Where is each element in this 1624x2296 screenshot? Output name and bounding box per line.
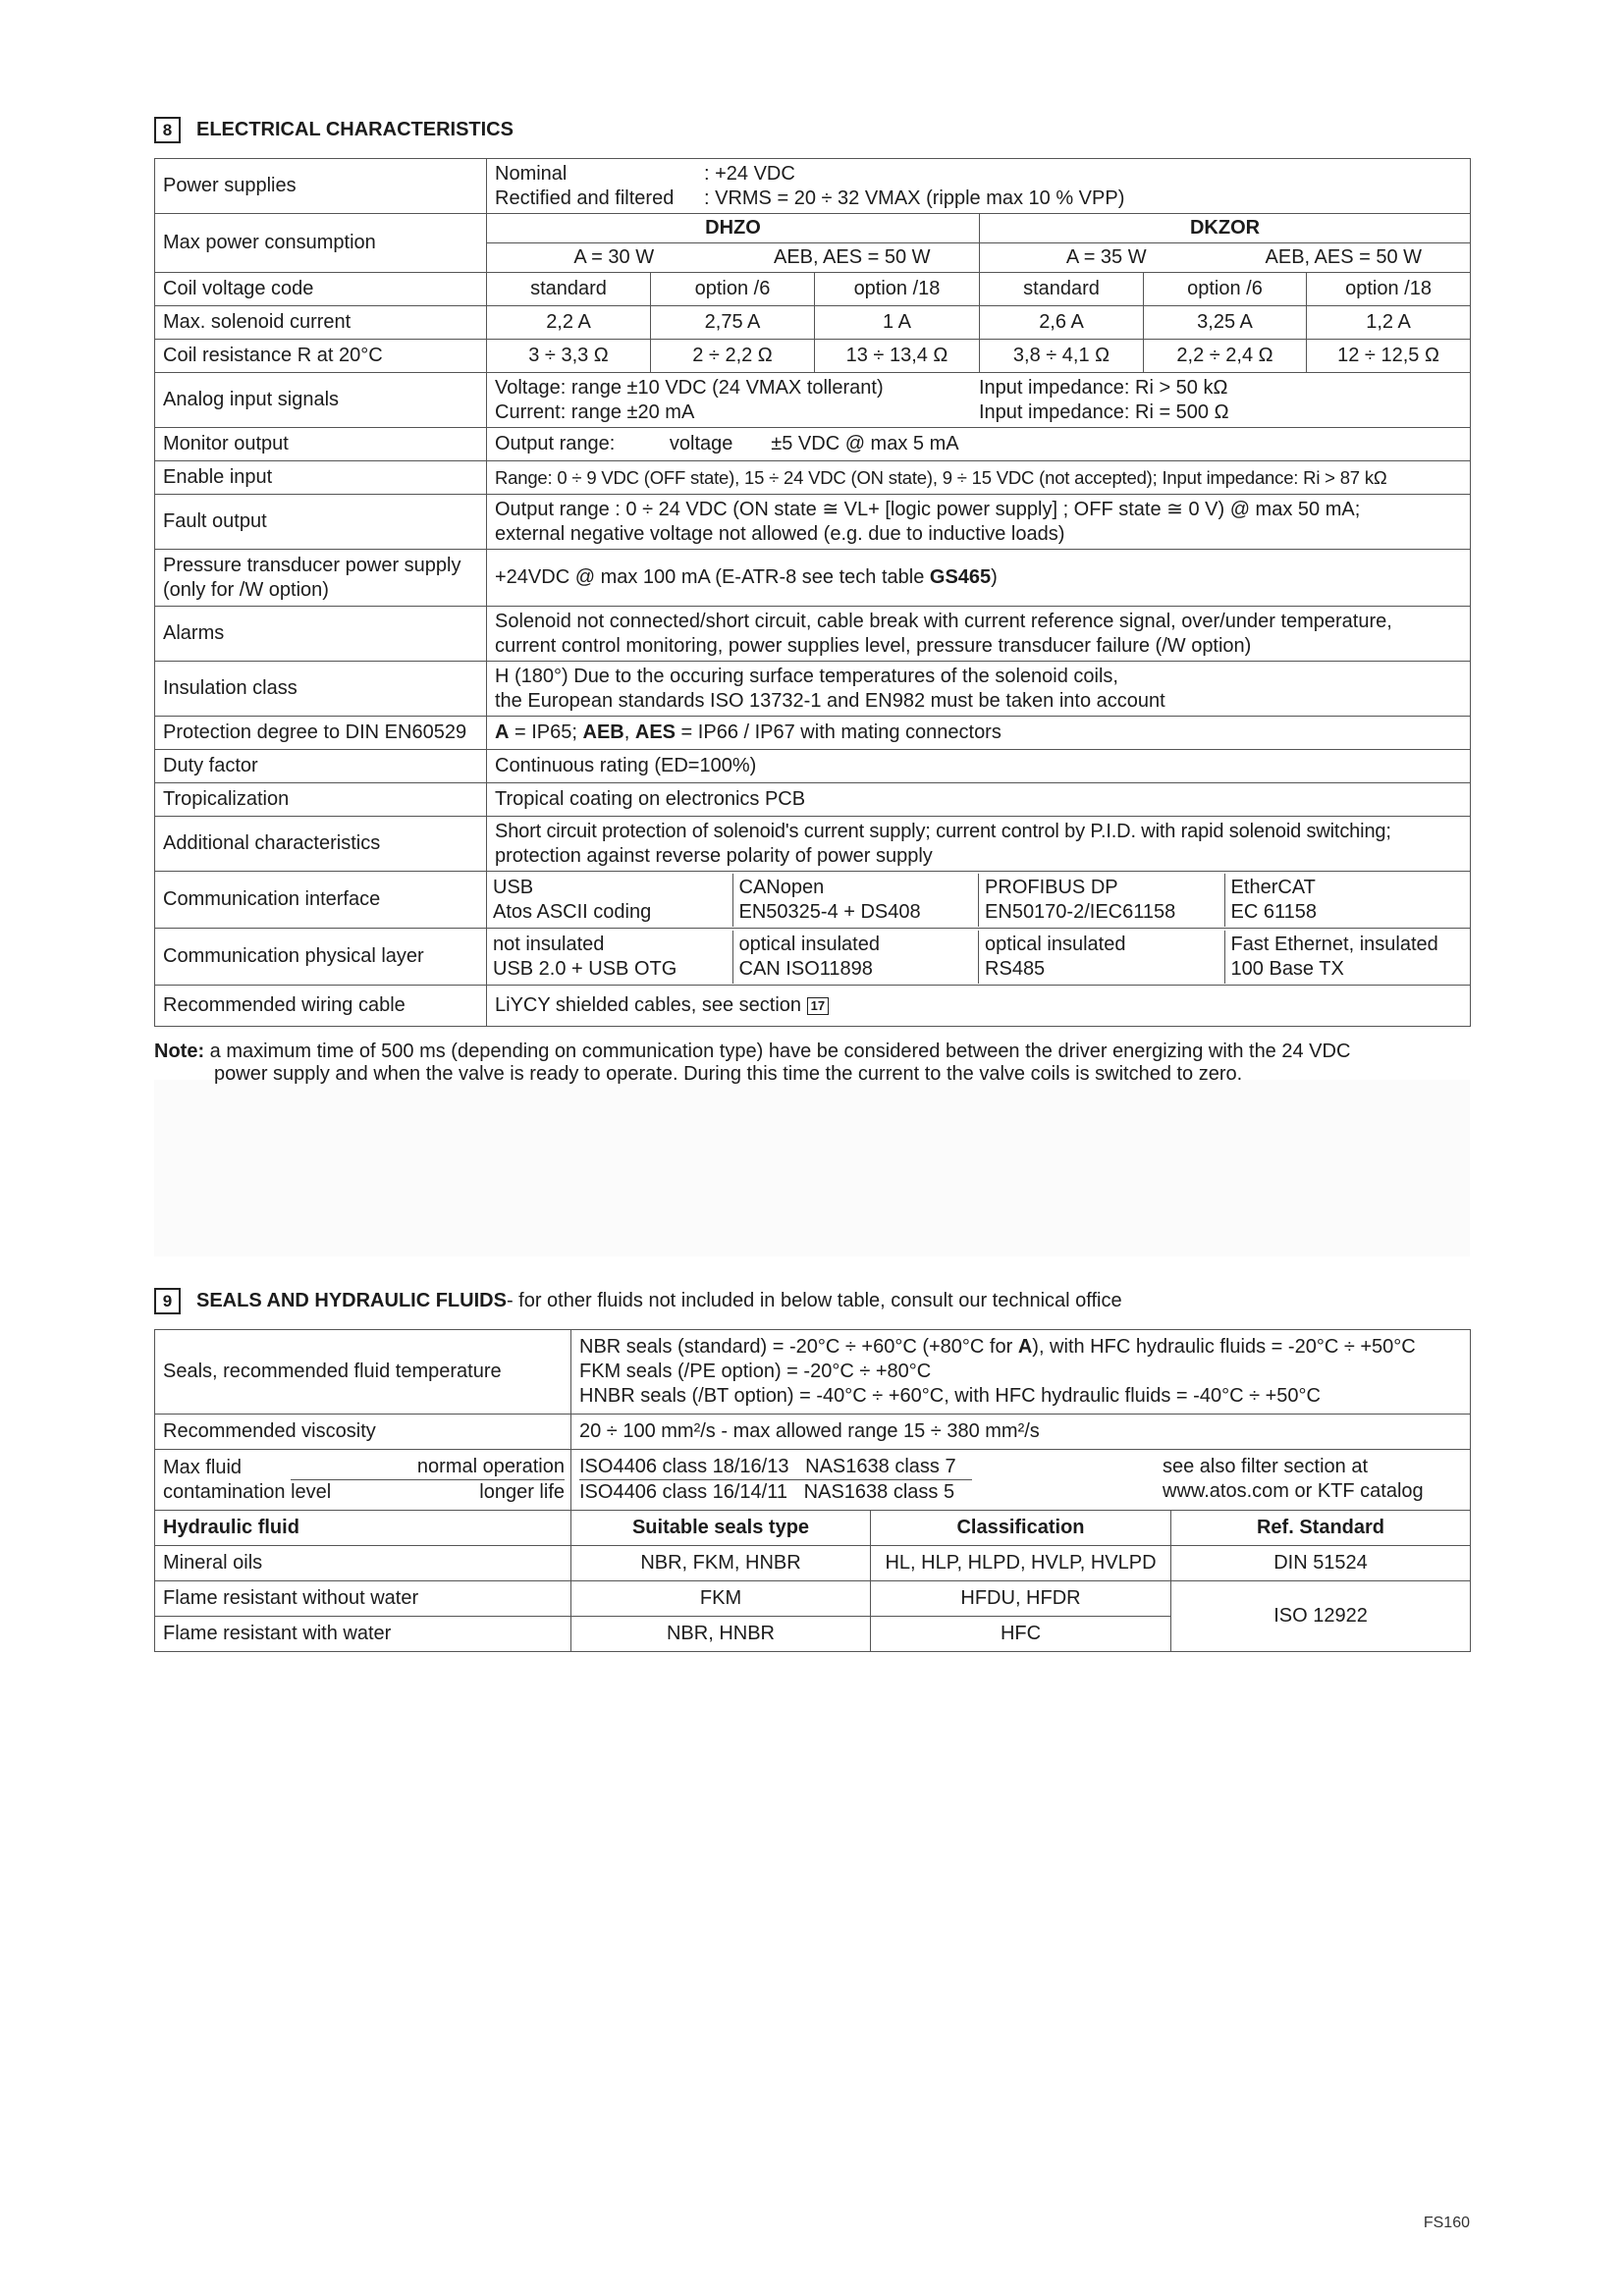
comm-physical-cells (487, 929, 1471, 986)
classification: HFDU, HFDR (871, 1581, 1171, 1617)
section-8-heading (154, 117, 514, 143)
ref-standard: DIN 51524 (1171, 1546, 1471, 1581)
cell-line: 100 Base TX (1230, 957, 1344, 980)
alarms-line-1: Solenoid not connected/short circuit, cable break with current reference signal, over/under temperature, (495, 610, 1392, 632)
cell-line: RS485 (985, 957, 1046, 980)
insulation-value (487, 662, 1471, 717)
row-label: Communication interface (155, 872, 487, 929)
alarms-line-2: current control monitoring, power supplies level, pressure transducer failure (/W option) (495, 634, 1252, 657)
row-label: Duty factor (155, 750, 487, 783)
filter-note-2: www.atos.com or KTF catalog (1163, 1480, 1424, 1502)
rectified-value: : VRMS = 20 ÷ 32 VMAX (ripple max 10 % VPP) (704, 187, 1125, 209)
table-row (155, 373, 1471, 428)
analog-voltage-impedance: Input impedance: Ri > 50 kΩ (979, 376, 1228, 399)
table-row (155, 461, 1471, 495)
seals-line-3: HNBR seals (/BT option) = -40°C ÷ +60°C, with HFC hydraulic fluids = -40°C ÷ +50°C (579, 1385, 1321, 1407)
seal-type: FKM (571, 1581, 871, 1617)
table-cell: standard (487, 273, 651, 306)
table-cell: option /18 (815, 273, 980, 306)
ref-standard: ISO 12922 (1171, 1581, 1471, 1652)
pressure-label-1: Pressure transducer power supply (163, 554, 461, 576)
background-band (154, 1080, 1470, 1256)
row-label: Additional characteristics (155, 817, 487, 872)
seals-value (571, 1330, 1471, 1415)
section-title: SEALS AND HYDRAULIC FLUIDS (196, 1290, 507, 1311)
table-cell: standard (980, 273, 1144, 306)
table-cell: option /6 (651, 273, 815, 306)
section-9-heading (154, 1288, 1122, 1314)
section-number: 8 (154, 117, 181, 143)
table-cell: 2,75 A (651, 306, 815, 340)
dhzo-aeb-power: AEB, AES = 50 W (773, 246, 931, 268)
tropical-value: Tropical coating on electronics PCB (487, 783, 1471, 817)
row-label: Coil resistance R at 20°C (155, 340, 487, 373)
cell-line: EC 61158 (1230, 900, 1318, 923)
note-line-2: power supply and when the valve is ready to operate. During this time the current to the valve coils is switched to zero. (214, 1063, 1243, 1085)
table-row (155, 717, 1471, 750)
analog-current: Current: range ±20 mA (495, 400, 695, 423)
table-cell: 3 ÷ 3,3 Ω (487, 340, 651, 373)
section-subtitle: - for other fluids not included in below table, consult our technical office (506, 1290, 1122, 1311)
table-cell: 12 ÷ 12,5 Ω (1307, 340, 1471, 373)
dhzo-power (487, 243, 980, 273)
dkzor-header: DKZOR (980, 214, 1471, 243)
additional-line-1: Short circuit protection of solenoid's current supply; current control by P.I.D. with rapid solenoid switching; (495, 820, 1391, 842)
table-cell: option /6 (1144, 273, 1307, 306)
table-row (155, 750, 1471, 783)
filter-note-1: see also filter section at (1163, 1456, 1368, 1477)
additional-line-2: protection against reverse polarity of power supply (495, 844, 933, 867)
electrical-characteristics-table (154, 158, 1471, 1027)
table-row (155, 214, 1471, 243)
additional-value (487, 817, 1471, 872)
table-row (155, 428, 1471, 461)
wiring-text: LiYCY shielded cables, see section (495, 994, 807, 1016)
table-row (155, 1415, 1471, 1450)
dhzo-header: DHZO (487, 214, 980, 243)
row-label: Fault output (155, 495, 487, 550)
comm-physical-can (732, 931, 979, 984)
table-row (155, 273, 1471, 306)
table-row (155, 662, 1471, 717)
cell-line: not insulated (493, 933, 605, 955)
fluid-name: Flame resistant with water (155, 1617, 571, 1652)
fault-value (487, 495, 1471, 550)
table-row (155, 1450, 1471, 1511)
pressure-close: ) (991, 566, 998, 588)
column-header: Hydraulic fluid (155, 1511, 571, 1546)
dhzo-a-power: A = 30 W (573, 246, 655, 268)
cell-line: optical insulated (985, 933, 1126, 955)
table-cell: 2,2 ÷ 2,4 Ω (1144, 340, 1307, 373)
row-label: Coil voltage code (155, 273, 487, 306)
table-row (155, 306, 1471, 340)
row-label: Power supplies (155, 159, 487, 214)
cell-line: USB 2.0 + USB OTG (493, 957, 677, 980)
tech-table-ref: GS465 (929, 566, 992, 588)
fault-line-1: Output range : 0 ÷ 24 VDC (ON state ≅ VL+ [logic power supply] ; OFF state ≅ 0 V) @ max 50 mA; (495, 498, 1361, 520)
cell-line: Fast Ethernet, insulated (1230, 933, 1438, 955)
cell-line: EN50170-2/IEC61158 (985, 900, 1176, 923)
cell-line: EN50325-4 + DS408 (738, 900, 921, 923)
cell-line: CANopen (738, 876, 825, 898)
rectified-label: Rectified and filtered (495, 187, 675, 209)
pressure-label-2: (only for /W option) (163, 578, 329, 601)
nominal-label: Nominal (495, 162, 568, 185)
fluid-name: Mineral oils (155, 1546, 571, 1581)
analog-value (487, 373, 1471, 428)
comm-physical-ethernet (1224, 931, 1471, 984)
option-aeb: AEB (582, 721, 624, 743)
contamination-label-2: contamination level (163, 1480, 332, 1503)
row-label: Alarms (155, 607, 487, 662)
table-cell: 2,6 A (980, 306, 1144, 340)
normal-operation-value: ISO4406 class 18/16/13 NAS1638 class 7 (579, 1455, 972, 1480)
table-row (155, 607, 1471, 662)
comm-interface-cells (487, 872, 1471, 929)
row-label: Seals, recommended fluid temperature (155, 1330, 571, 1415)
table-row (155, 1546, 1471, 1581)
viscosity-value: 20 ÷ 100 mm²/s - max allowed range 15 ÷ 380 mm²/s (571, 1415, 1471, 1450)
normal-operation-label: normal operation (291, 1455, 566, 1480)
table-cell: option /18 (1307, 273, 1471, 306)
cell-line: Atos ASCII coding (493, 900, 652, 923)
fluid-name: Flame resistant without water (155, 1581, 571, 1617)
row-label: Max power consumption (155, 214, 487, 273)
separator: , (623, 721, 635, 743)
table-row (155, 340, 1471, 373)
dkzor-aeb-power: AEB, AES = 50 W (1265, 246, 1423, 268)
section-title: ELECTRICAL CHARACTERISTICS (196, 119, 514, 140)
dkzor-power (980, 243, 1471, 273)
table-row (155, 495, 1471, 550)
row-label: Monitor output (155, 428, 487, 461)
seal-type: NBR, HNBR (571, 1617, 871, 1652)
protection-rest: = IP66 / IP67 with mating connectors (676, 721, 1001, 743)
row-label: Protection degree to DIN EN60529 (155, 717, 487, 750)
dkzor-a-power: A = 35 W (1065, 246, 1147, 268)
column-header: Classification (871, 1511, 1171, 1546)
classification: HFC (871, 1617, 1171, 1652)
nominal-value: : +24 VDC (704, 162, 795, 185)
note-label: Note: (154, 1041, 205, 1062)
protection-value (487, 717, 1471, 750)
longer-life-value: ISO4406 class 16/14/11 NAS1638 class 5 (579, 1481, 955, 1503)
cell-line: optical insulated (738, 933, 880, 955)
comm-interface-canopen (732, 874, 979, 927)
contamination-values (571, 1450, 1471, 1511)
row-label: Communication physical layer (155, 929, 487, 986)
page-code: FS160 (1423, 2215, 1470, 2231)
fault-line-2: external negative voltage not allowed (e.g. due to inductive loads) (495, 522, 1065, 545)
cell-line: CAN ISO11898 (738, 957, 873, 980)
seals-line-1: NBR seals (standard) = -20°C ÷ +60°C (+80°C for A), with HFC hydraulic fluids = -20°C ÷ +50°C (579, 1336, 1416, 1358)
table-row (155, 872, 1471, 929)
option-a: A (495, 721, 510, 743)
row-label (155, 1450, 332, 1511)
monitor-value: Output range: voltage ±5 VDC @ max 5 mA (487, 428, 1471, 461)
comm-interface-usb (487, 874, 732, 927)
option-a: A (1017, 1336, 1033, 1358)
comm-physical-rs485 (978, 931, 1224, 984)
table-row (155, 817, 1471, 872)
column-header: Ref. Standard (1171, 1511, 1471, 1546)
row-label: Insulation class (155, 662, 487, 717)
option-aes: AES (634, 721, 676, 743)
pressure-text: +24VDC @ max 100 mA (E-ATR-8 see tech table (495, 566, 930, 588)
section-number: 9 (154, 1288, 181, 1314)
enable-value: Range: 0 ÷ 9 VDC (OFF state), 15 ÷ 24 VDC (ON state), 9 ÷ 15 VDC (not accepted); Input impedance: Ri > 87 kΩ (487, 461, 1471, 495)
note-line-1: a maximum time of 500 ms (depending on communication type) have be considered between the driver energizing with the 24 VDC (204, 1041, 1351, 1062)
longer-life-label: longer life (479, 1481, 565, 1503)
seals-line-2: FKM seals (/PE option) = -20°C ÷ +80°C (579, 1361, 932, 1382)
table-cell: 13 ÷ 13,4 Ω (815, 340, 980, 373)
row-label: Analog input signals (155, 373, 487, 428)
table-row (155, 929, 1471, 986)
note (154, 1041, 1470, 1086)
power-supplies-value (487, 159, 1471, 214)
table-row (155, 159, 1471, 214)
insulation-line-1: H (180°) Due to the occuring surface temperatures of the solenoid coils, (495, 665, 1118, 687)
alarms-value (487, 607, 1471, 662)
comm-interface-profibus (978, 874, 1224, 927)
row-label: Recommended wiring cable (155, 986, 487, 1027)
table-cell: 3,8 ÷ 4,1 Ω (980, 340, 1144, 373)
seals-fluids-table (154, 1329, 1471, 1652)
table-header-row (155, 1511, 1471, 1546)
row-label: Tropicalization (155, 783, 487, 817)
section-ref: 17 (807, 997, 829, 1015)
table-cell: 3,25 A (1144, 306, 1307, 340)
column-header: Suitable seals type (571, 1511, 871, 1546)
classification: HL, HLP, HLPD, HVLP, HVLPD (871, 1546, 1171, 1581)
table-row (155, 550, 1471, 607)
table-row (155, 1581, 1471, 1617)
row-label: Enable input (155, 461, 487, 495)
seal-type: NBR, FKM, HNBR (571, 1546, 871, 1581)
analog-current-impedance: Input impedance: Ri = 500 Ω (979, 400, 1229, 423)
table-row (155, 1330, 1471, 1415)
analog-voltage: Voltage: range ±10 VDC (24 VMAX tollerant) (495, 376, 884, 399)
cell-line: EtherCAT (1230, 876, 1316, 898)
cell-line: PROFIBUS DP (985, 876, 1118, 898)
row-label: Recommended viscosity (155, 1415, 571, 1450)
duty-value: Continuous rating (ED=100%) (487, 750, 1471, 783)
table-row (155, 783, 1471, 817)
comm-interface-ethercat (1224, 874, 1471, 927)
table-row (155, 986, 1471, 1027)
table-cell: 2 ÷ 2,2 Ω (651, 340, 815, 373)
option-a-value: = IP65; (509, 721, 583, 743)
table-cell: 1,2 A (1307, 306, 1471, 340)
wiring-value (487, 986, 1471, 1027)
cell-line: USB (493, 876, 534, 898)
comm-physical-usb (487, 931, 732, 984)
pressure-value (487, 550, 1471, 607)
contamination-label-1: Max fluid (163, 1456, 243, 1478)
table-cell: 1 A (815, 306, 980, 340)
row-label: Max. solenoid current (155, 306, 487, 340)
table-cell: 2,2 A (487, 306, 651, 340)
insulation-line-2: the European standards ISO 13732-1 and EN982 must be taken into account (495, 689, 1165, 712)
row-label (155, 550, 487, 607)
